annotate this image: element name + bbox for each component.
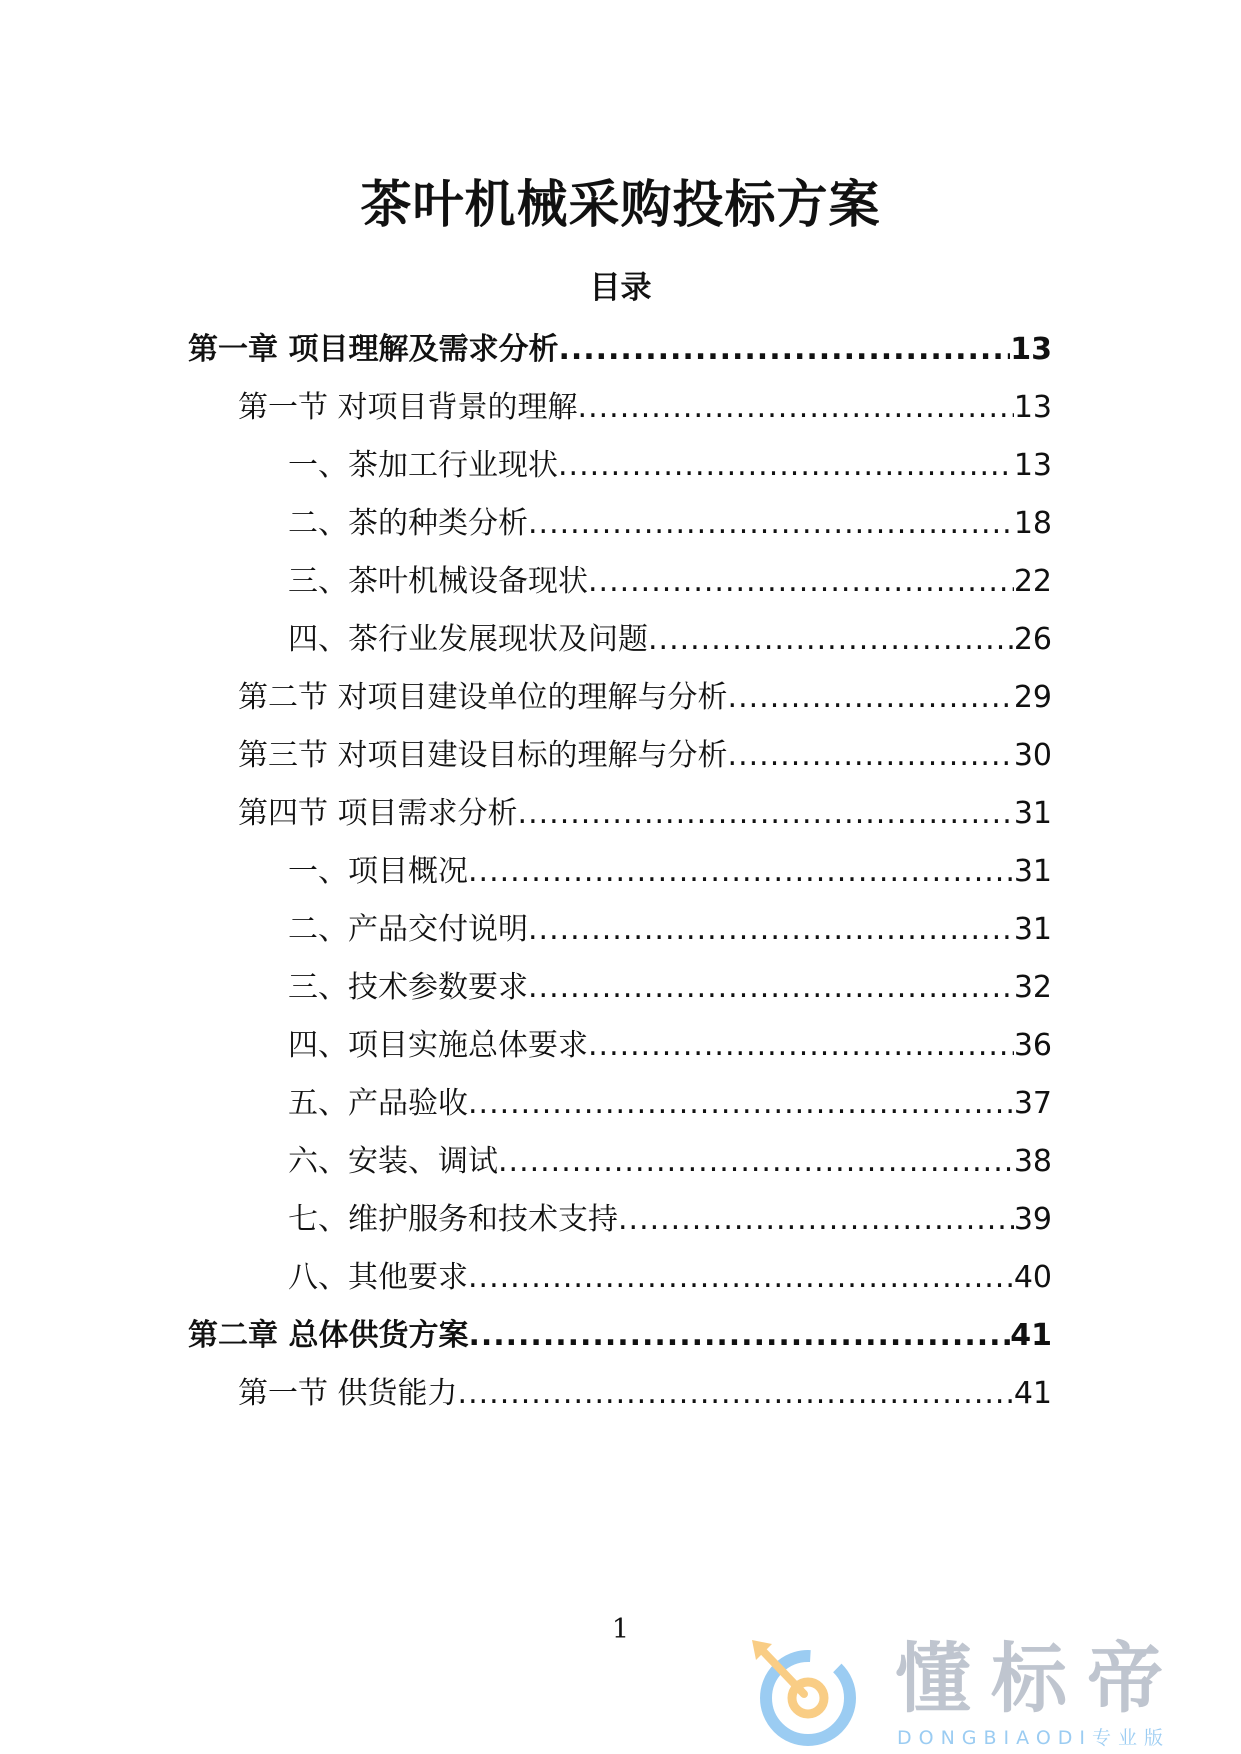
toc-entry-title: 第二节 对项目建设单位的理解与分析 <box>238 680 728 715</box>
toc-entry[interactable] <box>288 1023 1052 1069</box>
toc-entry-title: 三、技术参数要求 <box>288 970 528 1005</box>
toc-entry-page: 13 <box>1010 332 1052 367</box>
toc-entry[interactable] <box>288 965 1052 1011</box>
document-title: 茶叶机械采购投标方案 <box>360 176 881 235</box>
watermark-logo <box>740 1632 1220 1750</box>
toc-dot-leader <box>618 1197 1014 1243</box>
toc-entry-page: 26 <box>1013 622 1052 657</box>
toc-dot-leader <box>578 385 1014 431</box>
toc-entry-page: 18 <box>1013 506 1052 541</box>
toc-entry-title: 八、其他要求 <box>288 1260 468 1295</box>
toc-entry[interactable] <box>238 385 1052 431</box>
toc-entry-title: 第二章 总体供货方案 <box>188 1318 469 1353</box>
toc-entry-page: 38 <box>1013 1144 1052 1179</box>
toc-entry-page: 30 <box>1013 738 1052 773</box>
toc-entry[interactable] <box>288 1197 1052 1243</box>
toc-entry-page: 31 <box>1013 854 1052 889</box>
toc-entry[interactable] <box>238 791 1052 837</box>
toc-entry[interactable] <box>188 327 1052 373</box>
toc-dot-leader <box>528 907 1014 953</box>
toc-dot-leader <box>468 1255 1014 1301</box>
toc-entry-title: 一、茶加工行业现状 <box>288 448 558 483</box>
toc-dot-leader <box>498 1139 1014 1185</box>
toc-entry[interactable] <box>188 1313 1052 1359</box>
toc-dot-leader <box>728 733 1014 779</box>
toc-entry-title: 五、产品验收 <box>288 1086 468 1121</box>
toc-entry[interactable] <box>288 617 1052 663</box>
toc-entry-page: 31 <box>1013 796 1052 831</box>
toc-entry-title: 六、安装、调试 <box>288 1144 498 1179</box>
target-arrow-icon <box>746 1636 866 1746</box>
toc-entry[interactable] <box>238 1371 1052 1417</box>
watermark-brand-name: 懂标帝 <box>895 1634 1183 1723</box>
toc-entry-page: 41 <box>1013 1376 1052 1411</box>
toc-entry-title: 四、项目实施总体要求 <box>288 1028 588 1063</box>
toc-entry-title: 第三节 对项目建设目标的理解与分析 <box>238 738 728 773</box>
toc-entry-page: 41 <box>1010 1318 1052 1353</box>
toc-entry[interactable] <box>238 733 1052 779</box>
toc-dot-leader <box>458 1371 1014 1417</box>
toc-entry-title: 三、茶叶机械设备现状 <box>288 564 588 599</box>
toc-entry-title: 二、产品交付说明 <box>288 912 528 947</box>
toc-entry-title: 四、茶行业发展现状及问题 <box>288 622 648 657</box>
toc-dot-leader <box>728 675 1014 721</box>
toc-dot-leader <box>518 791 1014 837</box>
toc-entry-page: 13 <box>1013 448 1052 483</box>
toc-entry-page: 39 <box>1013 1202 1052 1237</box>
toc-entry-title: 第一节 对项目背景的理解 <box>238 390 578 425</box>
toc-entry-title: 七、维护服务和技术支持 <box>288 1202 618 1237</box>
toc-dot-leader <box>558 327 1010 373</box>
toc-dot-leader <box>528 501 1014 547</box>
toc-entry-title: 第一章 项目理解及需求分析 <box>188 332 559 367</box>
toc-entry-title: 第一节 供货能力 <box>238 1376 458 1411</box>
toc-entry-page: 29 <box>1013 680 1052 715</box>
toc-entry-page: 32 <box>1013 970 1052 1005</box>
toc-entry[interactable] <box>288 1255 1052 1301</box>
toc-entry-page: 22 <box>1013 564 1052 599</box>
toc-dot-leader <box>648 617 1014 663</box>
toc-dot-leader <box>558 443 1014 489</box>
toc-entry-page: 37 <box>1013 1086 1052 1121</box>
toc-entry[interactable] <box>238 675 1052 721</box>
toc-dot-leader <box>468 849 1014 895</box>
toc-dot-leader <box>588 1023 1014 1069</box>
toc-entry[interactable] <box>288 1139 1052 1185</box>
toc-dot-leader <box>468 1081 1014 1127</box>
toc-entry[interactable] <box>288 443 1052 489</box>
toc-entry-page: 13 <box>1013 390 1052 425</box>
toc-entry[interactable] <box>288 501 1052 547</box>
toc-entry-page: 31 <box>1013 912 1052 947</box>
toc-heading: 目录 <box>589 270 652 306</box>
toc-entry[interactable] <box>288 907 1052 953</box>
toc-entry-title: 二、茶的种类分析 <box>288 506 528 541</box>
toc-entry[interactable] <box>288 849 1052 895</box>
toc-entry-title: 第四节 项目需求分析 <box>238 796 518 831</box>
toc-entry-page: 36 <box>1013 1028 1052 1063</box>
watermark-brand-subtitle: DONGBIAODI专业版 <box>897 1727 1171 1749</box>
page-number: 1 <box>611 1614 630 1645</box>
toc-dot-leader <box>528 965 1014 1011</box>
toc-entry-page: 40 <box>1013 1260 1052 1295</box>
toc-dot-leader <box>588 559 1014 605</box>
toc-entry-title: 一、项目概况 <box>288 854 468 889</box>
toc-entry[interactable] <box>288 559 1052 605</box>
toc-entry[interactable] <box>288 1081 1052 1127</box>
toc-dot-leader <box>468 1313 1010 1359</box>
